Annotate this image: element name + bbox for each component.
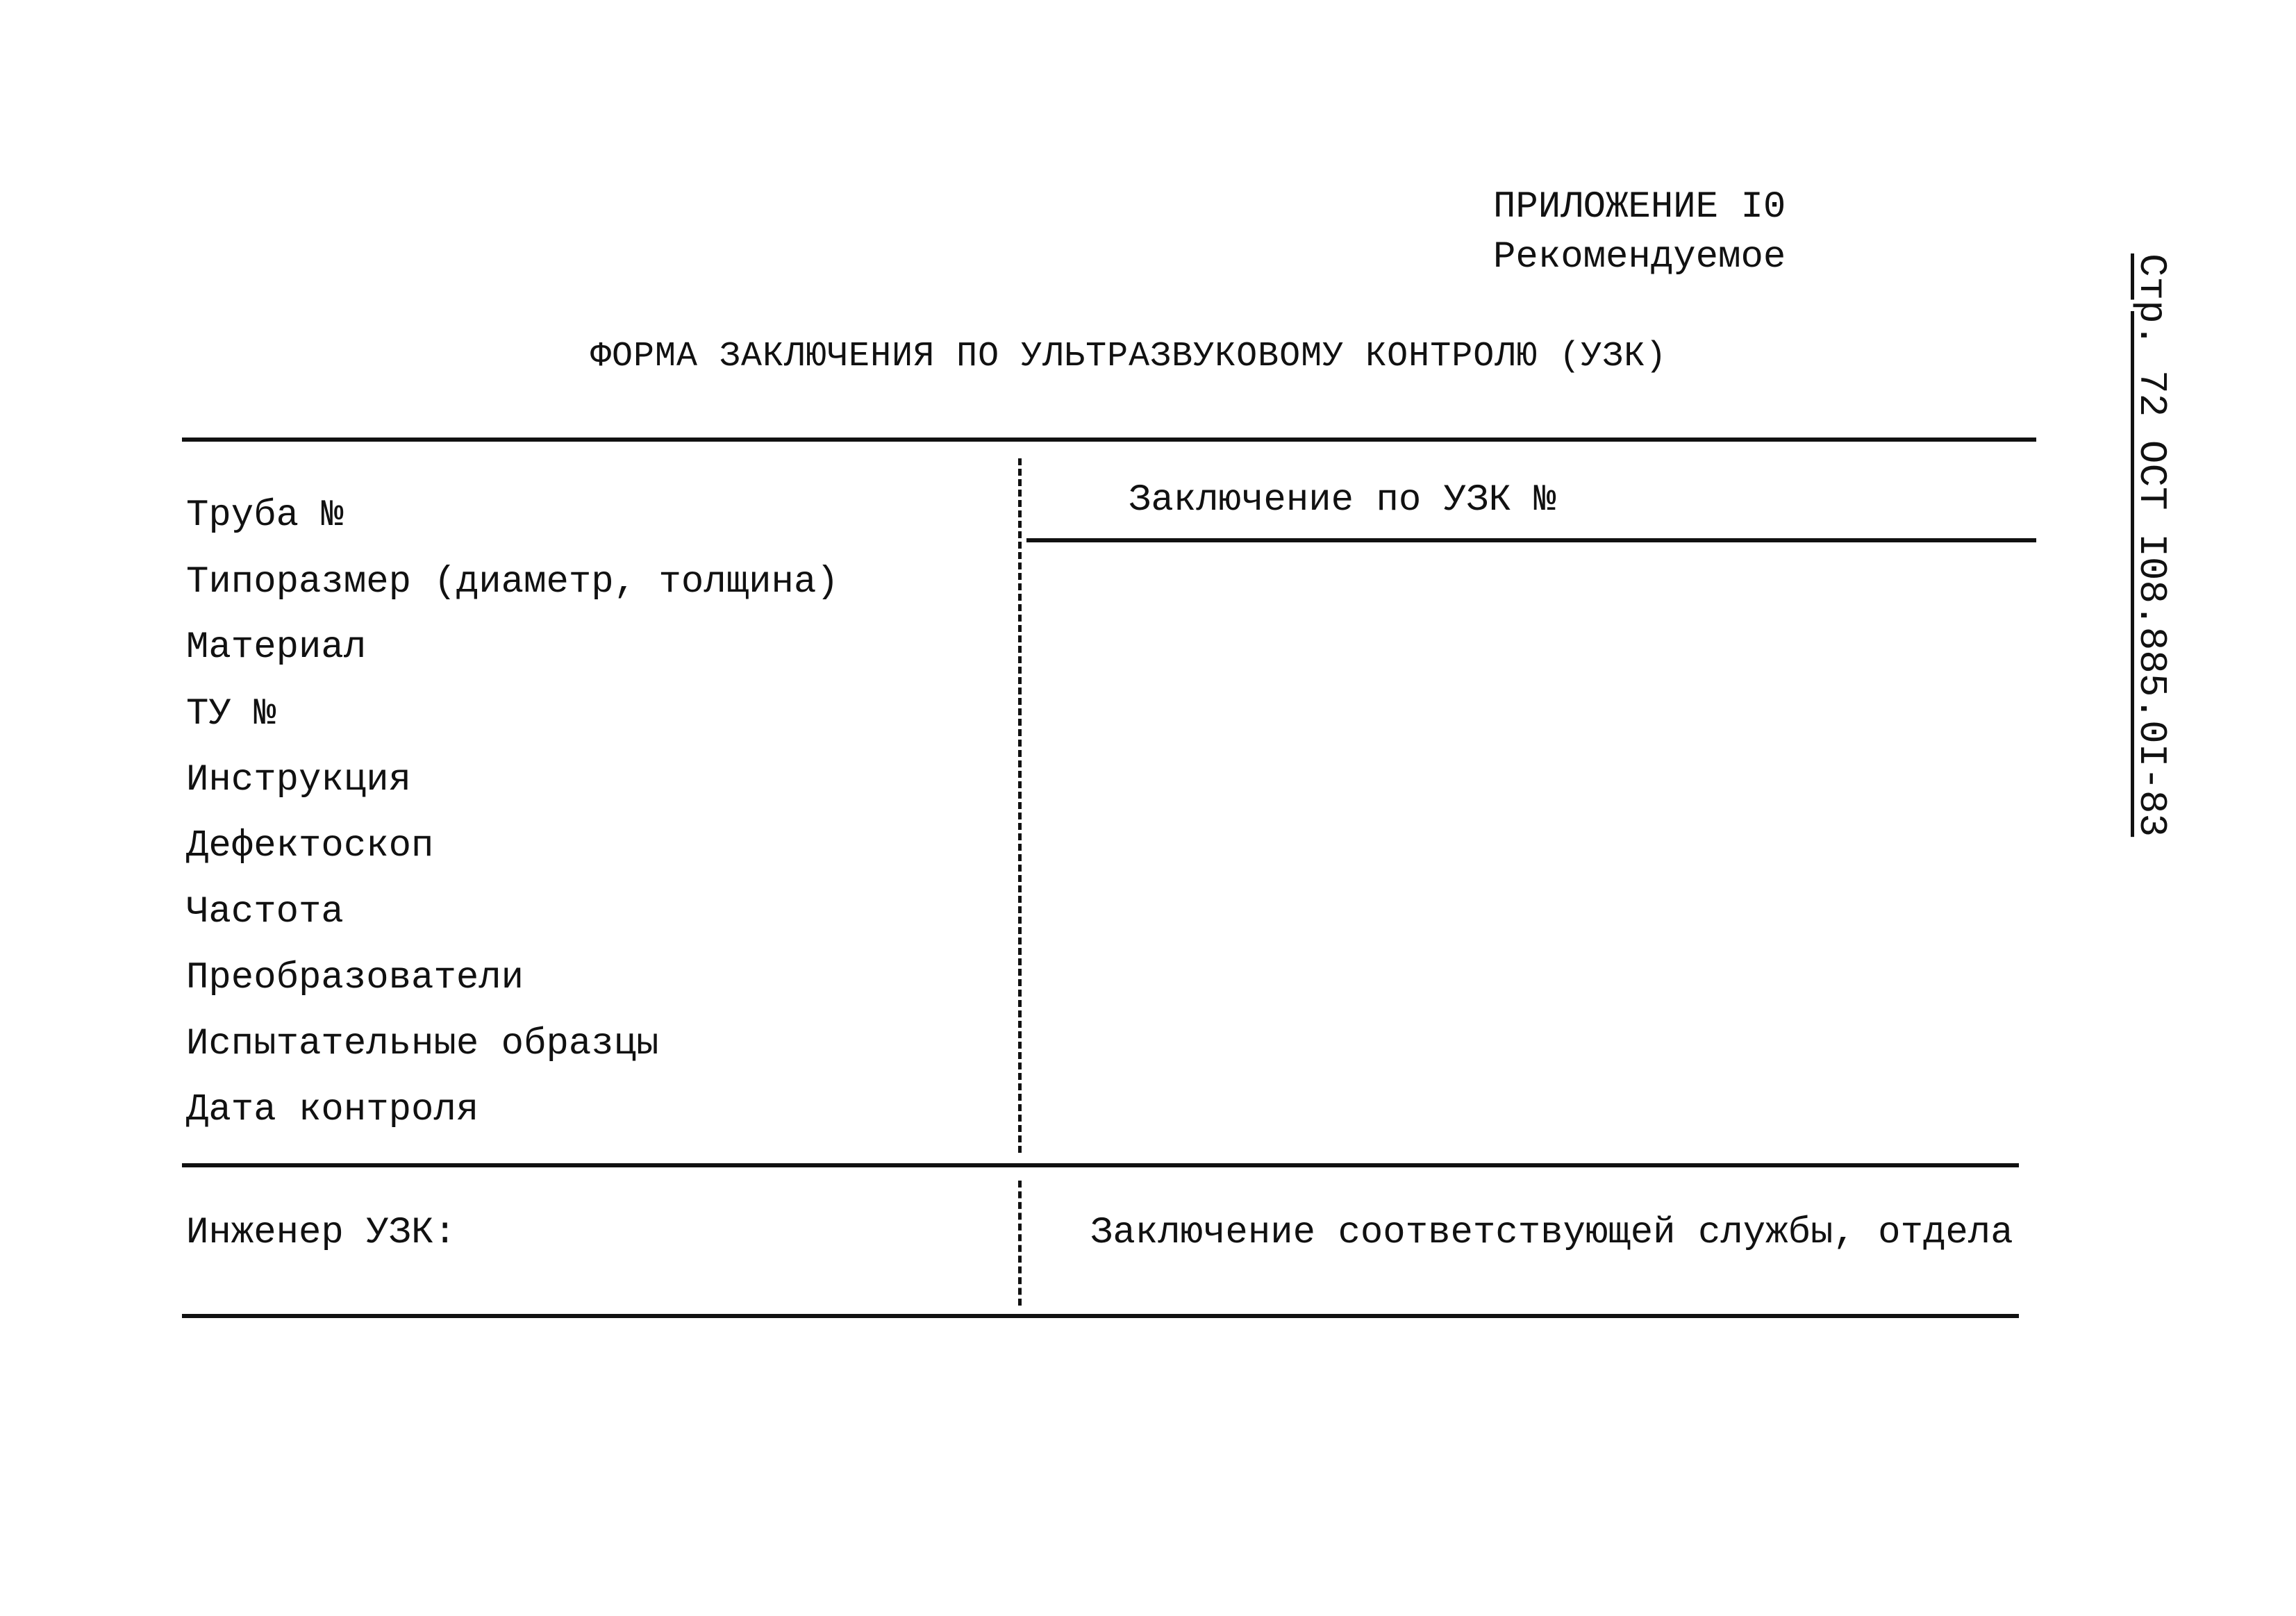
bottom-rule [182, 1314, 2019, 1318]
field-tu-number: ТУ № [186, 693, 276, 735]
field-material: Материал [186, 626, 367, 669]
field-instruction: Инструкция [186, 759, 412, 801]
department-conclusion-label: Заключение соответствующей службы, отдела [1090, 1212, 2013, 1254]
column-divider [1018, 458, 1022, 1153]
conclusion-number-label: Заключение по УЗК № [1129, 479, 1556, 522]
field-transducers: Преобразователи [186, 957, 524, 999]
field-test-samples: Испытательные образцы [186, 1023, 659, 1065]
page-reference [2104, 253, 2181, 838]
form-title: ФОРМА ЗАКЛЮЧЕНИЯ ПО УЛЬТРАЗВУКОВОМУ КОНТРОЛЮ (УЗК) [590, 337, 1667, 376]
field-inspection-date: Дата контроля [186, 1089, 479, 1131]
field-size: Типоразмер (диаметр, толщина) [186, 561, 839, 603]
page-reference-text: Стр. 72 ОСТ I08.885.0I-83 [2129, 253, 2174, 838]
appendix-label: ПРИЛОЖЕНИЕ I0 [1493, 186, 1786, 228]
field-frequency: Частота [186, 891, 344, 933]
top-rule [182, 438, 2036, 442]
field-pipe-number: Труба № [186, 494, 344, 537]
field-flaw-detector: Дефектоскоп [186, 825, 434, 867]
engineer-label: Инженер УЗК: [186, 1212, 456, 1254]
middle-rule [182, 1163, 2019, 1167]
right-header-rule [1026, 538, 2036, 542]
bottom-column-divider [1018, 1181, 1022, 1306]
appendix-status: Рекомендуемое [1493, 236, 1786, 278]
